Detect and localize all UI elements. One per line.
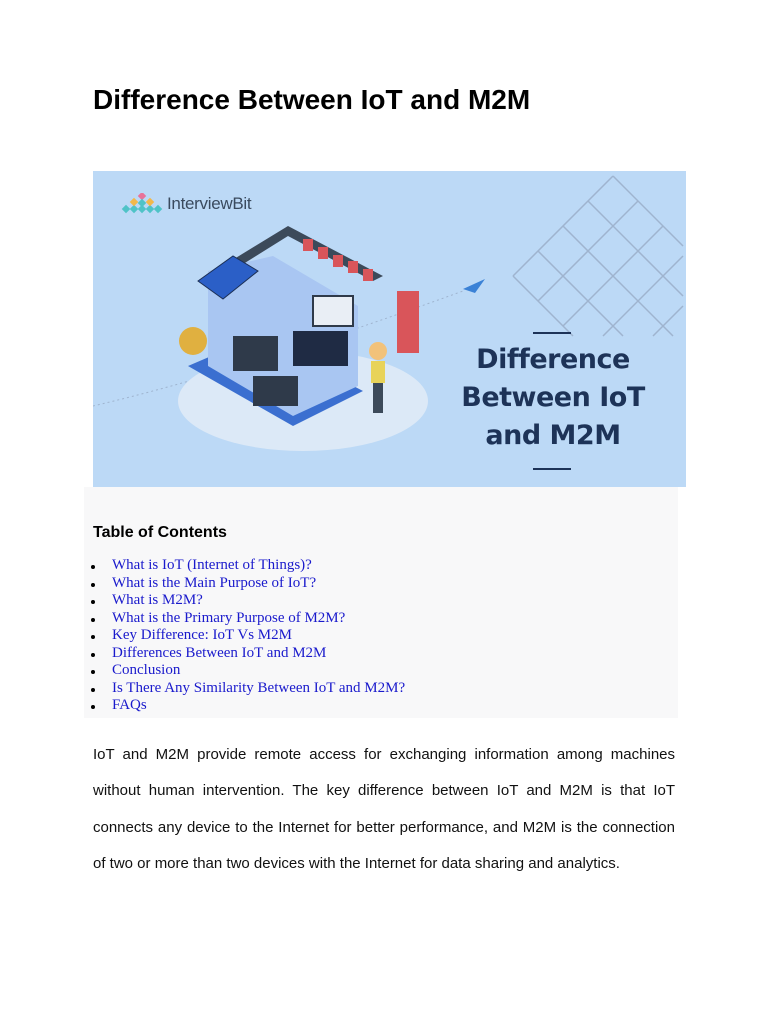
diamond-grid	[513, 176, 683, 336]
toc-link[interactable]: Key Difference: IoT Vs M2M	[112, 627, 292, 643]
toc-item	[84, 575, 405, 593]
toc-link[interactable]: What is M2M?	[112, 592, 203, 608]
toc-item	[84, 557, 405, 575]
banner-heading-line: and M2M	[485, 420, 621, 451]
table-of-contents	[84, 487, 678, 718]
banner-heading	[438, 341, 668, 455]
toc-item	[84, 627, 405, 645]
toc-item	[84, 680, 405, 698]
toc-link[interactable]: What is IoT (Internet of Things)?	[112, 557, 312, 573]
toc-item	[84, 662, 405, 680]
toc-item	[84, 592, 405, 610]
toc-link[interactable]: What is the Primary Purpose of M2M?	[112, 609, 346, 626]
bottom-rule	[533, 468, 571, 470]
page-title: Difference Between IoT and M2M	[93, 84, 531, 115]
banner-image	[93, 171, 686, 487]
toc-link[interactable]: Differences Between IoT and M2M	[112, 644, 327, 661]
toc-list	[84, 557, 405, 715]
toc-link[interactable]: Conclusion	[112, 662, 181, 678]
intro-paragraph: IoT and M2M provide remote access for exchanging information among machines without human intervention. The key difference between IoT and M2M is that IoT connects any device to the Internet for better performance, and M2M is the connection of two or more than two devices with the Internet for data sharing and analytics.	[93, 746, 675, 872]
toc-item	[84, 697, 405, 715]
toc-item	[84, 645, 405, 663]
banner-heading-line: Between IoT	[461, 382, 645, 413]
logo-text: InterviewBit	[167, 194, 252, 213]
toc-item	[84, 610, 405, 628]
toc-link[interactable]: Is There Any Similarity Between IoT and M2M?	[112, 679, 406, 696]
paper-plane-icon	[463, 279, 485, 293]
toc-link[interactable]: FAQs	[112, 697, 147, 713]
toc-link[interactable]: What is the Main Purpose of IoT?	[112, 574, 317, 591]
top-rule	[533, 332, 571, 334]
toc-heading: Table of Contents	[93, 524, 227, 541]
banner-heading-line: Difference	[476, 344, 630, 375]
